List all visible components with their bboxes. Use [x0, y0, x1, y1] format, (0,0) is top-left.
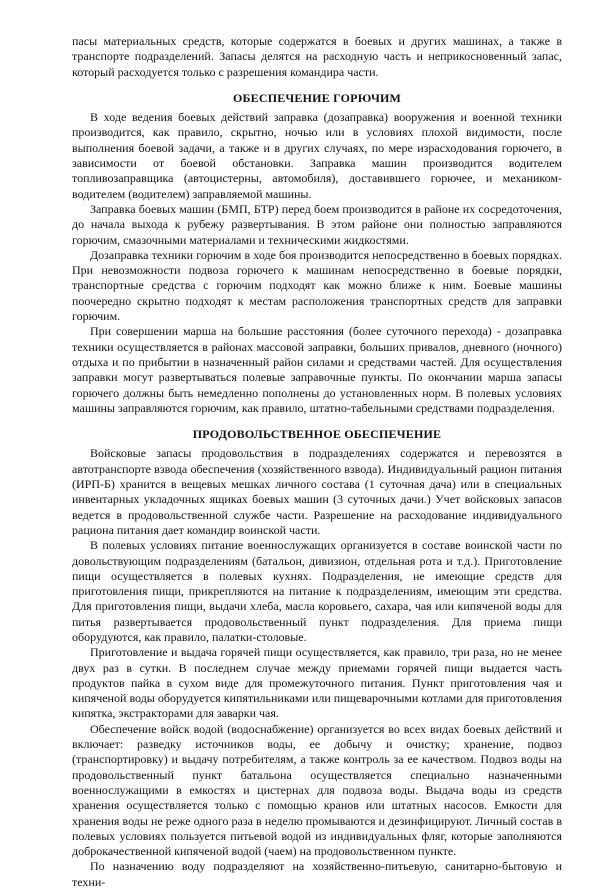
food-paragraph-5: По назначению воду подразделяют на хозяйственно-питьевую, санитарно-бытовую и техни-: [72, 859, 562, 889]
intro-paragraph: пасы материальных средств, которые содержатся в боевых и других машинах, а также в транспорте подразделений. Запасы делятся на расходную часть и неприкосновенный запас, который расходуется только с разрешения командира части.: [72, 34, 562, 79]
fuel-paragraph-1: В ходе ведения боевых действий заправка (дозаправка) вооружения и военной техники производится, как правило, скрытно, ночью или в условиях плохой видимости, после выполнения боевой задачи, а также и в других случаях, по мере израсходования горючего, в зависимости от боевой обстановки. Заправка машин производится водителем топливозаправщика (автоцистерны, автомобиля), доставившего горючее, и механиком-водителем (водителем) заправляемой машины.: [72, 110, 562, 201]
fuel-paragraph-3: Дозаправка техники горючим в ходе боя производится непосредственно в боевых порядках. При невозможности подвоза горючего к машинам непосредственно в боевые порядки, транспортные средства с горючим подходят как можно ближе к ним. Боевые машины поочередно скрытно подходят к местам расположения транспортных средств для заправки горючим.: [72, 247, 562, 324]
fuel-paragraph-2: Заправка боевых машин (БМП, БТР) перед боем производится в районе их сосредоточения, до начала выхода к рубежу развертывания. В этом районе они полностью заправляются горючим, смазочными материалами и техническими жидкостями.: [72, 201, 562, 247]
food-paragraph-1: Войсковые запасы продовольствия в подразделениях содержатся и перевозятся в автотранспорте взвода обеспечения (хозяйственного взвода). Индивидуальный рацион питания (ИРП-Б) хранится в вещевых мешках личного состава (1 суточная дача) или в специальных инвентарных укладочных ящиках боевых машин (3 суточных дачи.) Учет войсковых запасов ведется в продовольственной службе части. Разрешение на расходование индивидуального рациона питания дает командир воинской части.: [72, 446, 562, 537]
fuel-paragraph-4: При совершении марша на большие расстояния (более суточного перехода) - дозаправка техники осуществляется в районах массовой заправки, больших привалов, дневного (ночного) отдыха и по прибытии в назначенный район силами и средствами частей. Для осуществления заправки могут развертываться полевые заправочные пункты. По окончании марша запасы горючего должны быть немедленно пополнены до установленных норм. В полевых условиях машины заправляются горючим, как правило, штатно-табельными средствами подразделения.: [72, 324, 562, 415]
food-paragraph-3: Приготовление и выдача горячей пищи осуществляется, как правило, три раза, но не менее двух раз в сутки. В последнем случае между приемами горячей пищи выдается часть продуктов пайка в сухом виде для промежуточного питания. Пункт приготовления чая и кипяченой воды оборудуется кипятильниками или пищеварочными котлами для приготовления кипятка, экстракторами для заварки чая.: [72, 645, 562, 721]
food-paragraph-2: В полевых условиях питание военнослужащих организуется в составе воинской части по довольствующим подразделениям (батальон, дивизион, отдельная рота и т.д.). Приготовление пищи осуществляется в полевых кухнях. Подразделения, не имеющие средств для приготовления пищи, прикрепляются на питание к подразделениям, имеющим эти средства. Для приготовления пищи, выдачи хлеба, масла коровьего, сахара, чая или кипяченой воды для питья развертывается продовольственный пункт подразделения. Для приема пищи оборудуются, как правило, палатки-столовые.: [72, 538, 562, 644]
fuel-section-heading: ОБЕСПЕЧЕНИЕ ГОРЮЧИМ: [232, 90, 402, 105]
food-paragraph-4: Обеспечение войск водой (водоснабжение) организуется во всех видах боевых действий и включает: разведку источников воды, ее добычу и очистку; хранение, подвоз (транспортировку) и выдачу потребителям, а также контроль за ее качеством. Подвоз воды на продовольственный пункт батальона осуществляется специально назначенными военнослужащими в емкостях и цистернах для подвоза воды. Выдача воды из средств хранения осуществляется только с помощью кранов или штатных насосов. Емкости для хранения воды не реже одного раза в неделю промываются и дезинфицируют. Личный состав в полевых условиях пользуется питьевой водой из индивидуальных фляг, которые заполняются доброкачественной кипяченой водой (чаем) на продовольственном пункте.: [72, 721, 562, 859]
food-section-heading: ПРОДОВОЛЬСТВЕННОЕ ОБЕСПЕЧЕНИЕ: [192, 427, 442, 442]
